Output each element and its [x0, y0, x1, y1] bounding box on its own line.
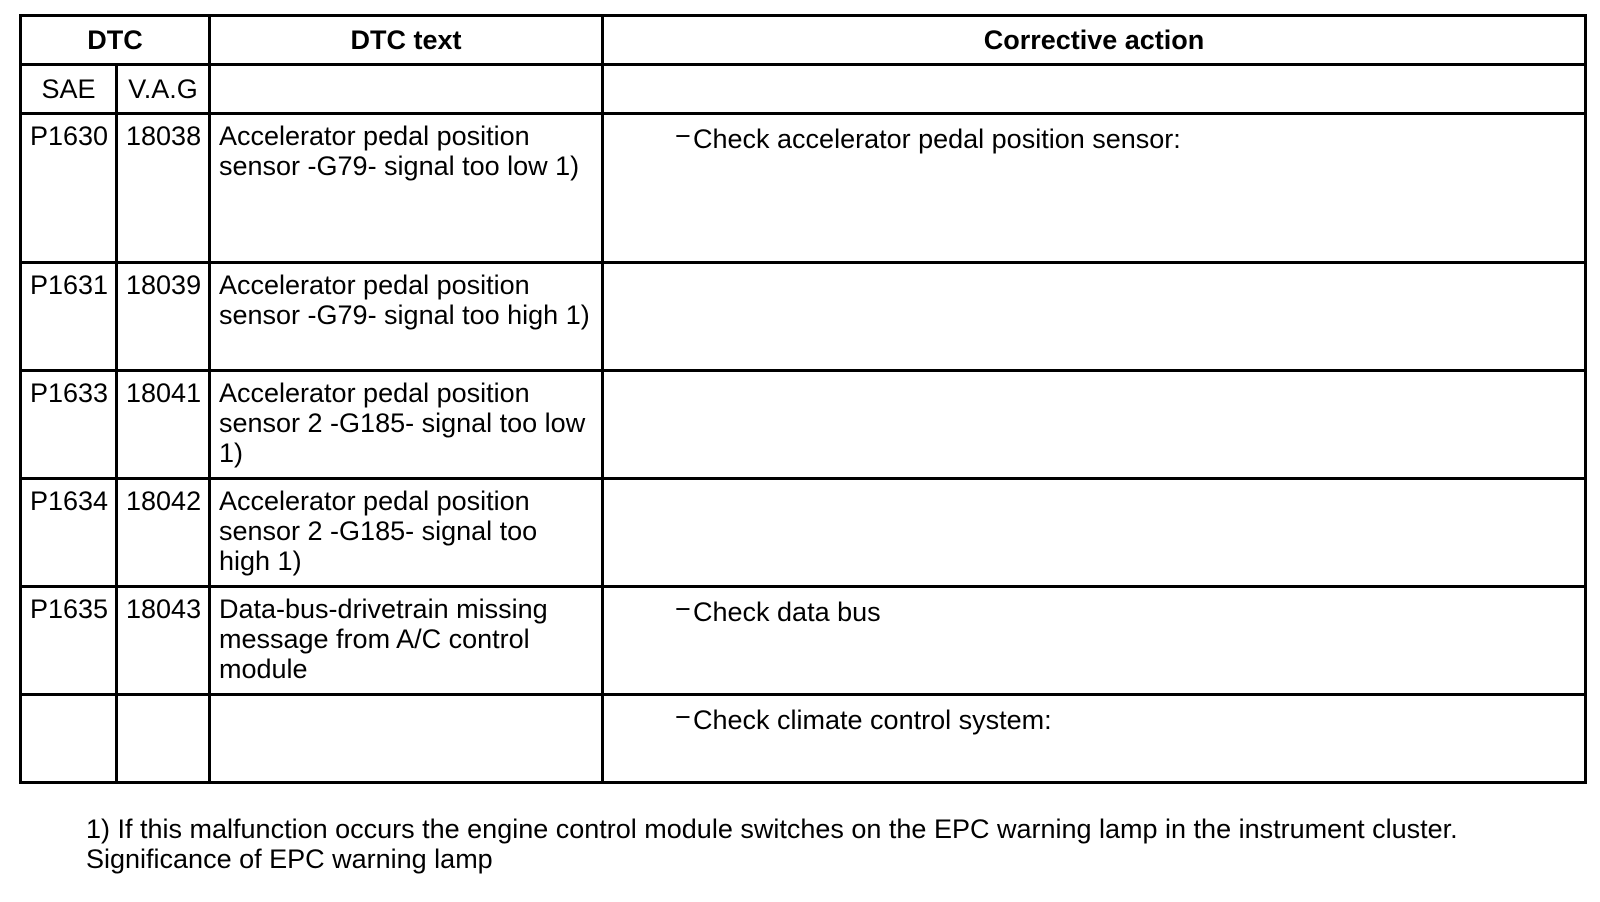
subheader-empty-text — [210, 65, 603, 114]
sae-code: P1633 — [21, 371, 117, 479]
corrective-action-text: Check climate control system: — [693, 705, 1052, 735]
subheader-sae: SAE — [21, 65, 117, 114]
table-header-row — [21, 16, 1586, 65]
header-dtc: DTC — [21, 16, 210, 65]
table-row — [21, 695, 1586, 783]
sae-code: P1631 — [21, 263, 117, 371]
corrective-action-cell — [603, 371, 1586, 479]
header-dtc-text: DTC text — [210, 16, 603, 65]
table-row — [21, 587, 1586, 695]
footnote-line-1: 1) If this malfunction occurs the engine control module switches on the EPC warning lamp in the instrument cluster. — [86, 814, 1458, 844]
sae-code — [21, 695, 117, 783]
table-row — [21, 263, 1586, 371]
dtc-description: Data-bus-drivetrain missing message from A/C control module — [210, 587, 603, 695]
corrective-action-text: Check accelerator pedal position sensor: — [693, 124, 1181, 154]
table-row — [21, 371, 1586, 479]
dtc-description: Accelerator pedal position sensor 2 -G185- signal too low 1) — [210, 371, 603, 479]
dtc-description — [210, 695, 603, 783]
subheader-empty-action — [603, 65, 1586, 114]
dtc-description: Accelerator pedal position sensor 2 -G185- signal too high 1) — [210, 479, 603, 587]
sae-code: P1630 — [21, 114, 117, 263]
dtc-table — [19, 14, 1587, 784]
corrective-action-cell — [603, 263, 1586, 371]
corrective-action-cell — [603, 114, 1586, 263]
sae-code: P1634 — [21, 479, 117, 587]
vag-code — [117, 695, 210, 783]
subheader-vag: V.A.G — [117, 65, 210, 114]
header-corrective-action: Corrective action — [603, 16, 1586, 65]
corrective-action-cell — [603, 695, 1586, 783]
vag-code: 18042 — [117, 479, 210, 587]
corrective-action-cell — [603, 479, 1586, 587]
dash-bullet-icon: − — [675, 594, 691, 624]
dash-bullet-icon: − — [675, 702, 691, 732]
footnote — [86, 814, 1566, 874]
table-subheader-row — [21, 65, 1586, 114]
corrective-action-cell — [603, 587, 1586, 695]
vag-code: 18043 — [117, 587, 210, 695]
vag-code: 18041 — [117, 371, 210, 479]
dtc-description: Accelerator pedal position sensor -G79- signal too high 1) — [210, 263, 603, 371]
vag-code: 18038 — [117, 114, 210, 263]
sae-code: P1635 — [21, 587, 117, 695]
table-row — [21, 479, 1586, 587]
corrective-action-text: Check data bus — [693, 597, 881, 627]
table-row — [21, 114, 1586, 263]
dash-bullet-icon: − — [675, 121, 691, 151]
dtc-description: Accelerator pedal position sensor -G79- signal too low 1) — [210, 114, 603, 263]
footnote-line-2: Significance of EPC warning lamp — [86, 844, 493, 874]
vag-code: 18039 — [117, 263, 210, 371]
